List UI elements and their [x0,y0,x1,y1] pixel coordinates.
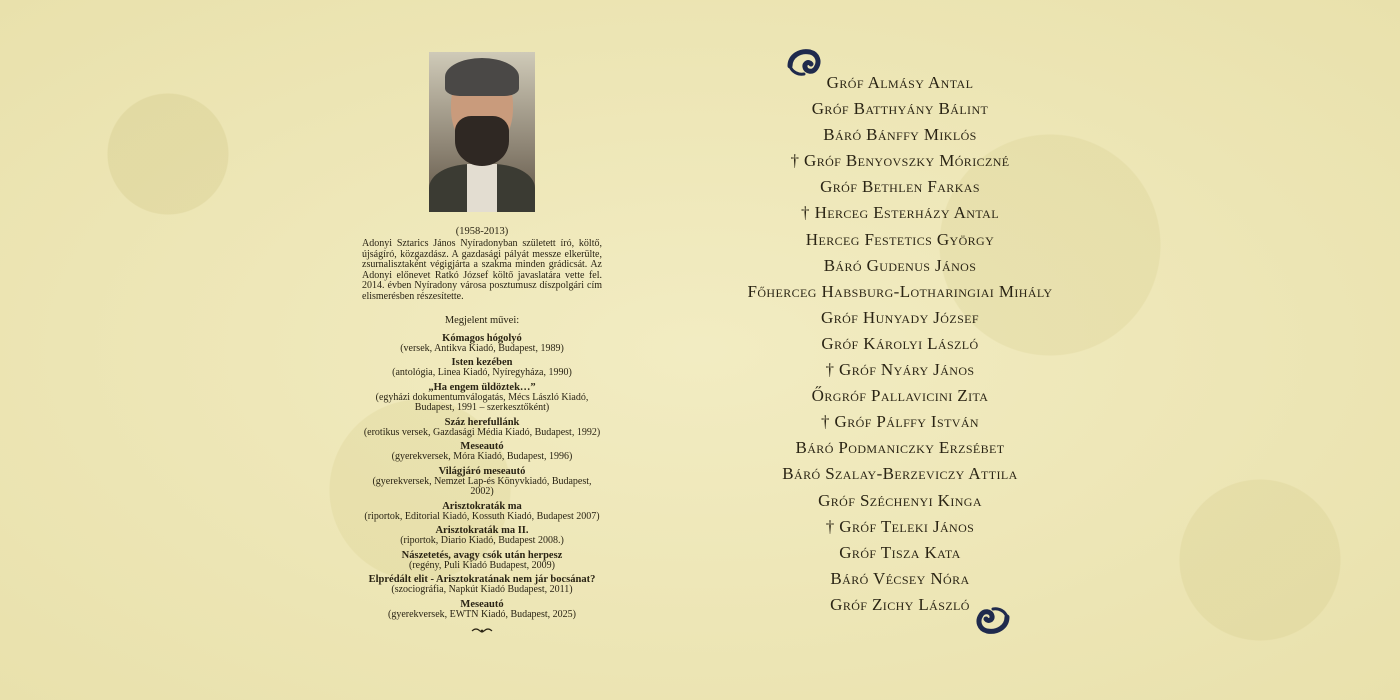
name-item: Főherceg Habsburg-Lotharingiai Mihály [747,281,1053,301]
work-title: Nászetetés, avagy csók után herpesz [401,549,563,561]
work-title: Isten kezében [451,357,513,369]
name-item: Őrgróf Pallavicini Zita [811,386,989,406]
author-column [362,52,602,636]
work-detail: (erotikus versek, Gazdasági Média Kiadó, Budapest, 1992) [363,426,601,438]
work-item [362,525,602,547]
portrait-beard [455,116,509,166]
swirl-ornament-icon [975,605,1011,635]
portrait-shirt [467,164,497,212]
work-item [362,357,602,379]
work-item [362,501,602,523]
author-portrait [429,52,535,212]
work-title: Elprédált elit - Arisztokratának nem jár bocsánat? [368,574,596,586]
work-title: Arisztokraták ma II. [435,525,529,537]
work-detail: (gyerekversek, Nemzet Lap-és Könyvkiadó, Budapest, 2002) [372,475,592,498]
name-item: † Gróf Teleki János [825,516,975,536]
name-item: Báró Gudenus János [823,255,977,275]
name-item: Báró Vécsey Nóra [830,568,970,588]
work-item [362,550,602,572]
work-detail: (riportok, Editorial Kiadó, Kossuth Kiadó, Budapest 2007) [364,510,600,522]
name-item: Báró Szalay-Berzeviczy Attila [782,464,1018,484]
work-item [362,599,602,621]
name-item: Gróf Hunyady József [821,307,979,327]
work-title: Meseautó [460,598,504,610]
portrait-hair [445,58,519,96]
flourish-ornament-icon [470,626,494,636]
work-item [362,333,602,355]
work-detail: (gyerekversek, Móra Kiadó, Budapest, 1996) [391,451,573,463]
work-item [362,466,602,498]
work-detail: (szociográfia, Napkút Kiadó Budapest, 2011) [391,584,573,596]
name-item: † Gróf Pálffy István [821,412,979,432]
work-detail: (egyházi dokumentumválogatás, Mécs László Kiadó, Budapest, 1991 – szerkesztőként) [375,391,589,414]
work-item [362,417,602,439]
author-bio: Adonyi Sztarics János Nyíradonyban született író, költő, újságíró, közgazdász. A gazdasági pályát messze elkerülte, zsurnalisztaként végigjárta a szakma minden grádicsát. Az Adonyi előnevet Ratkó József költő javaslatára vette fel. 2014. évben Nyíradony városa posztumusz díszpolgári cím elismerésben részesítette. [362,238,602,302]
name-item: Gróf Bethlen Farkas [820,177,980,197]
work-item [362,574,602,596]
work-title: Kómagos hógolyó [442,332,522,344]
work-detail: (riportok, Diario Kiadó, Budapest 2008.) [400,535,564,547]
author-years: (1958-2013) [455,226,509,237]
name-item: † Gróf Nyáry János [825,360,975,380]
name-item: Báró Bánffy Miklós [823,125,977,145]
work-detail: (gyerekversek, EWTN Kiadó, Budapest, 2025) [388,608,576,620]
work-item [362,382,602,414]
works-list [362,333,602,621]
work-title: „Ha engem üldöztek…” [428,381,536,393]
work-title: Meseautó [460,441,504,453]
work-title: Világjáró meseautó [438,465,526,477]
name-item: † Herceg Esterházy Antal [801,203,999,223]
aristocrat-names-list [700,70,1100,618]
name-item: Gróf Batthyány Bálint [811,99,989,119]
work-detail: (antológia, Linea Kiadó, Nyíregyháza, 1990) [392,367,572,379]
works-heading: Megjelent művei: [444,314,520,326]
name-item: Gróf Károlyi László [821,333,979,353]
work-title: Arisztokraták ma [442,500,522,512]
name-item: † Gróf Benyovszky Móriczné [790,151,1010,171]
name-item: Báró Podmaniczky Erzsébet [795,438,1005,458]
work-detail: (regény, Puli Kiadó Budapest, 2009) [409,559,555,571]
work-title: Száz herefullánk [444,416,520,428]
name-item: Gróf Széchenyi Kinga [818,490,982,510]
name-item: Herceg Festetics György [805,229,995,249]
name-item: Gróf Zichy László [830,594,970,614]
work-item [362,441,602,463]
work-detail: (versek, Antikva Kiadó, Budapest, 1989) [400,342,564,354]
name-item: Gróf Tisza Kata [839,542,961,562]
name-item: Gróf Almásy Antal [826,73,974,92]
